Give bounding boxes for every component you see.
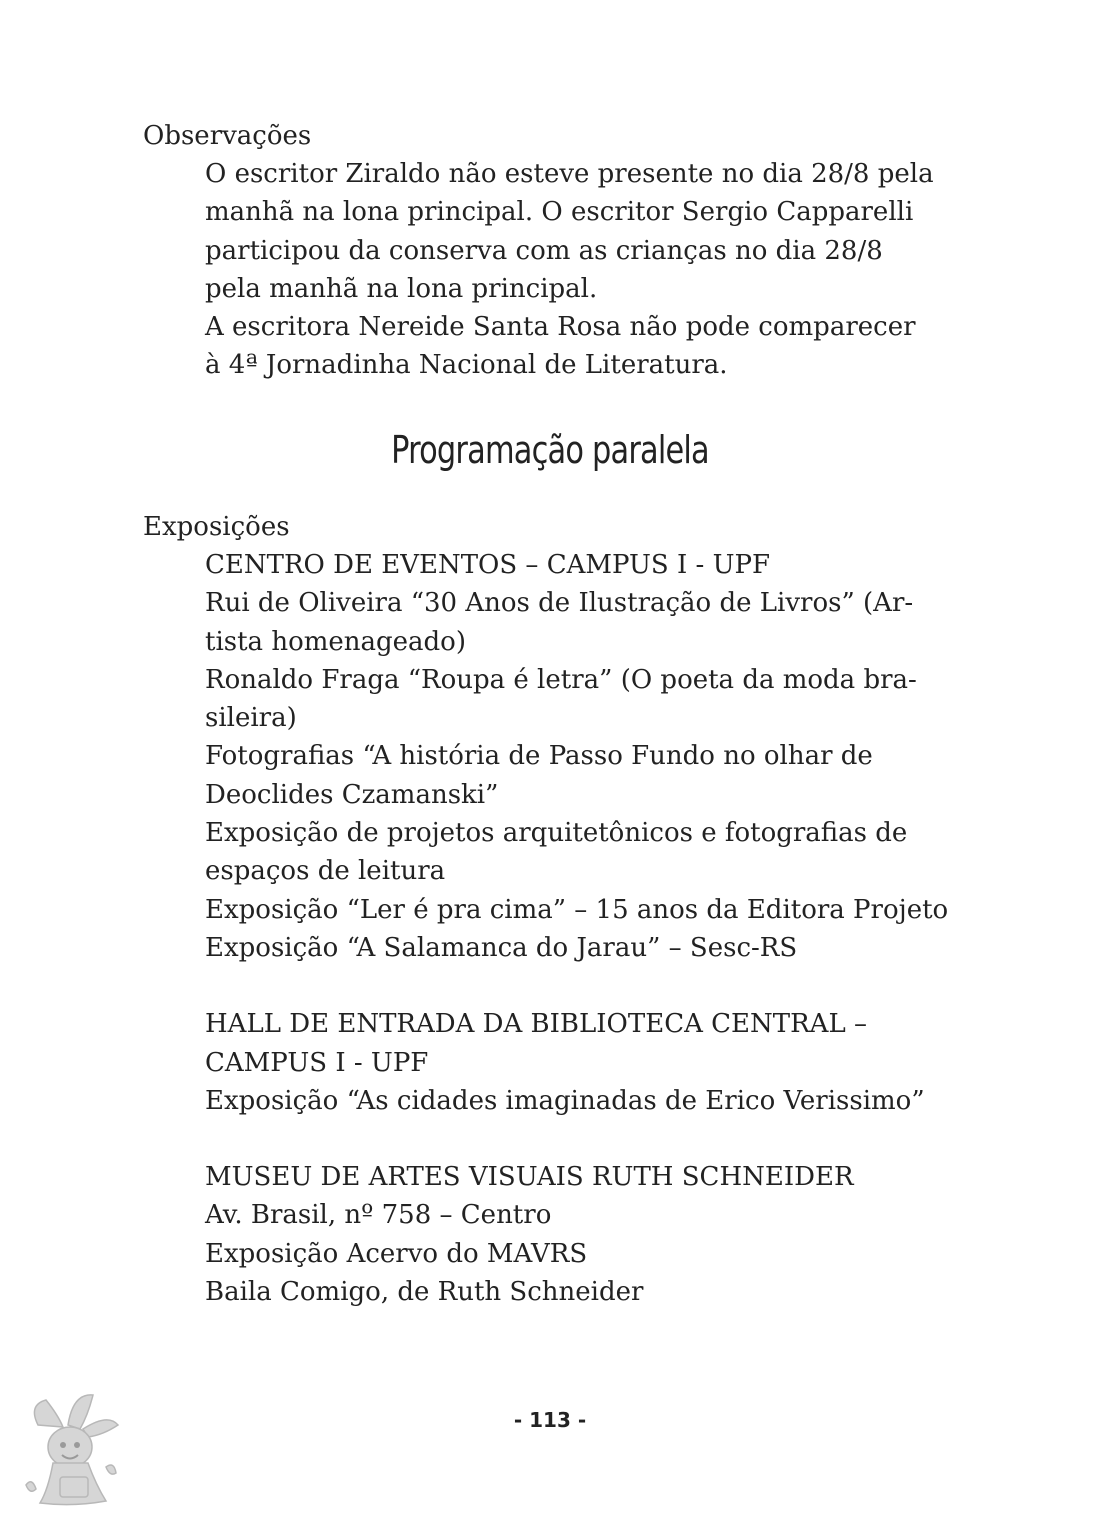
page-number: - 113 - [513, 1408, 587, 1432]
venue-heading: HALL DE ENTRADA DA BIBLIOTECA CENTRAL – [205, 1009, 867, 1040]
exhibition-line: Fotografias “A história de Passo Fundo no olhar de [205, 741, 873, 772]
exhibition-line: Ronaldo Fraga “Roupa é letra” (O poeta da moda bra- [205, 664, 917, 695]
venue-heading: CENTRO DE EVENTOS – CAMPUS I - UPF [205, 550, 771, 580]
exhibition-line: Exposição Acervo do MAVRS [205, 1238, 588, 1269]
jester-mascot-icon [18, 1385, 128, 1510]
observacoes-line: à 4ª Jornadinha Nacional de Literatura. [205, 350, 728, 381]
observacoes-line: A escritora Nereide Santa Rosa não pode comparecer [205, 312, 916, 343]
observacoes-line: manhã na lona principal. O escritor Sergio Capparelli [205, 197, 914, 228]
venue-heading: MUSEU DE ARTES VISUAIS RUTH SCHNEIDER [205, 1162, 854, 1193]
exhibition-line: espaços de leitura [205, 856, 446, 887]
exhibition-line: Rui de Oliveira “30 Anos de Ilustração de Livros” (Ar- [205, 588, 914, 619]
exhibition-line: tista homenageado) [205, 626, 466, 657]
observacoes-line: O escritor Ziraldo não esteve presente no dia 28/8 pela [205, 159, 934, 189]
venue-address: Av. Brasil, nº 758 – Centro [205, 1200, 552, 1231]
exhibition-line: Baila Comigo, de Ruth Schneider [205, 1277, 644, 1308]
exhibition-line: Exposição de projetos arquitetônicos e fotografias de [205, 818, 908, 849]
observacoes-line: pela manhã na lona principal. [205, 273, 598, 304]
observacoes-label: Observações [143, 121, 312, 151]
exhibition-line: Exposição “A Salamanca do Jarau” – Sesc-RS [205, 932, 798, 963]
exposicoes-list [205, 546, 960, 1311]
observacoes-line: participou da conserva com as crianças no dia 28/8 [205, 235, 883, 266]
observacoes-text [205, 155, 960, 385]
exhibition-line: Exposição “As cidades imaginadas de Erico Verissimo” [205, 1085, 925, 1116]
exposicoes-label: Exposições [143, 512, 290, 542]
venue-heading: CAMPUS I - UPF [205, 1047, 429, 1078]
section-heading: Programação paralela [391, 428, 709, 472]
exhibition-line: Deoclides Czamanski” [205, 779, 499, 810]
exhibition-line: Exposição “Ler é pra cima” – 15 anos da Editora Projeto [205, 894, 949, 925]
exhibition-line: sileira) [205, 703, 297, 734]
